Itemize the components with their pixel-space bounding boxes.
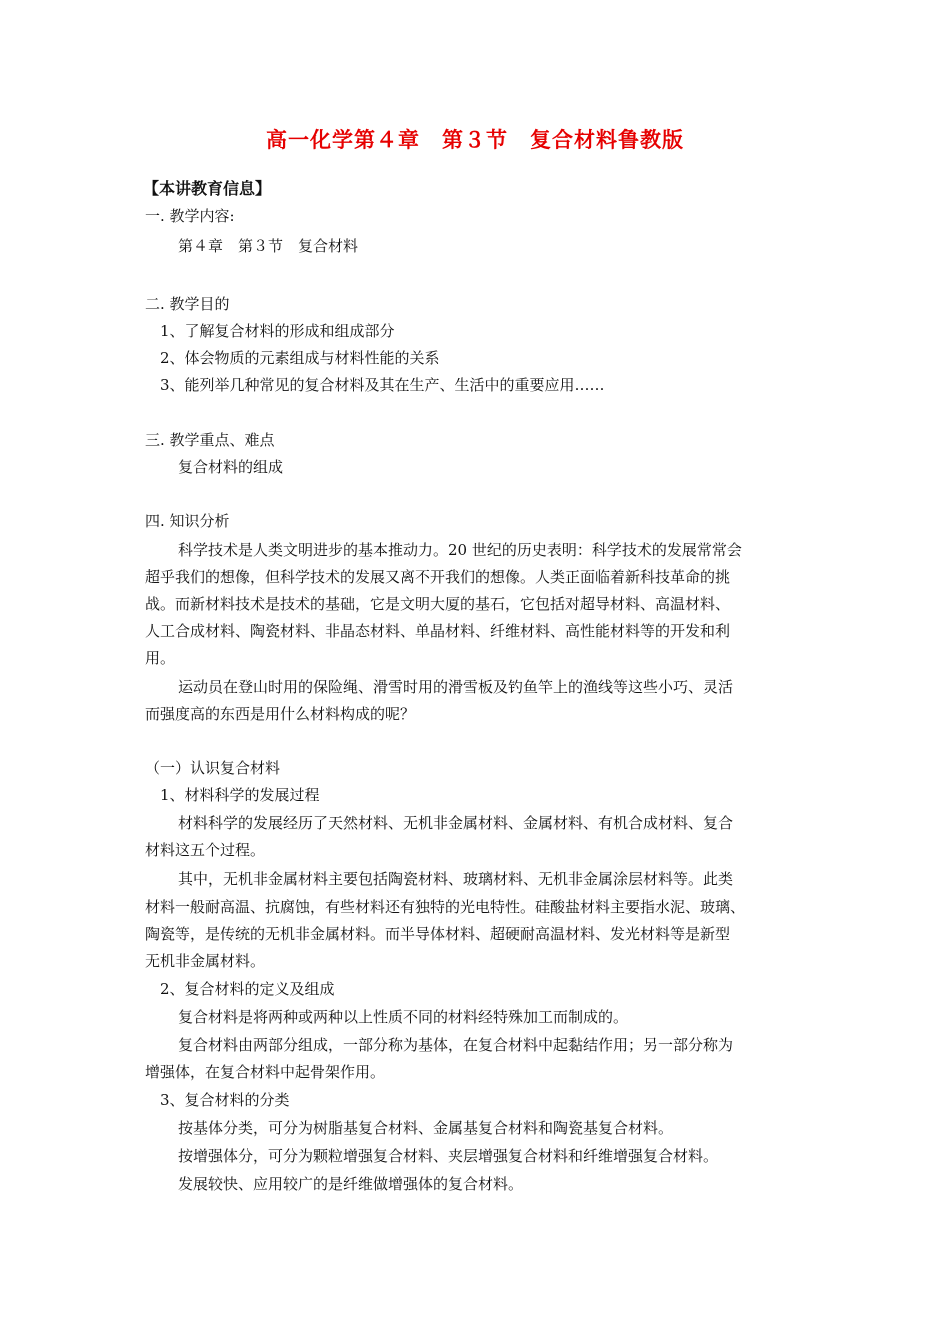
paragraph-line: 人工合成材料、陶瓷材料、非晶态材料、单晶材料、纤维材料、高性能材料等的开发和利 [145,622,731,640]
list-item: 2、体会物质的元素组成与材料性能的关系 [160,349,440,367]
paragraph-line: 无机非金属材料。 [145,952,266,970]
content-line: 第４章 第３节 复合材料 [178,237,359,255]
paragraph-line: 材料一般耐高温、抗腐蚀，有些材料还有独特的光电特性。硅酸盐材料主要指水泥、玻璃、 [145,898,746,916]
document-title: 高一化学第４章 第３节 复合材料鲁教版 [266,128,684,152]
paragraph-line: 按基体分类，可分为树脂基复合材料、金属基复合材料和陶瓷基复合材料。 [178,1119,674,1137]
section-heading: 四. 知识分析 [145,512,230,530]
info-header: 【本讲教育信息】 [143,179,272,198]
list-item: 3、能列举几种常见的复合材料及其在生产、生活中的重要应用…… [160,376,605,394]
section-heading: 一. 教学内容: [145,207,235,225]
paragraph-line: 复合材料是将两种或两种以上性质不同的材料经特殊加工而制成的。 [178,1008,629,1026]
content-line: 复合材料的组成 [178,458,284,476]
paragraph-line: 运动员在登山时用的保险绳、滑雪时用的滑雪板及钓鱼竿上的渔线等这些小巧、灵活 [178,678,734,696]
part-heading: （一）认识复合材料 [145,759,281,777]
paragraph-line: 材料科学的发展经历了天然材料、无机非金属材料、金属材料、有机合成材料、复合 [178,814,734,832]
subsection-title: 3、复合材料的分类 [160,1091,290,1109]
section-heading: 三. 教学重点、难点 [145,431,275,449]
list-item: 1、了解复合材料的形成和组成部分 [160,322,395,340]
subsection-title: 1、材料科学的发展过程 [160,786,320,804]
section-heading: 二. 教学目的 [145,295,230,313]
paragraph-line: 战。而新材料技术是技术的基础，它是文明大厦的基石，它包括对超导材料、高温材料、 [145,595,731,613]
paragraph-line: 而强度高的东西是用什么材料构成的呢？ [145,705,416,723]
paragraph-line: 发展较快、应用较广的是纤维做增强体的复合材料。 [178,1175,524,1193]
paragraph-line: 其中，无机非金属材料主要包括陶瓷材料、玻璃材料、无机非金属涂层材料等。此类 [178,870,734,888]
subsection-title: 2、复合材料的定义及组成 [160,980,335,998]
paragraph-line: 增强体，在复合材料中起骨架作用。 [145,1063,386,1081]
paragraph-line: 用。 [145,649,176,667]
paragraph-line: 材料这五个过程。 [145,841,266,859]
paragraph-line: 超乎我们的想像，但科学技术的发展又离不开我们的想像。人类正面临着新科技革命的挑 [145,568,731,586]
paragraph-line: 科学技术是人类文明进步的基本推动力。20 世纪的历史表明：科学技术的发展常常会 [178,541,742,559]
paragraph-line: 陶瓷等，是传统的无机非金属材料。而半导体材料、超硬耐高温材料、发光材料等是新型 [145,925,731,943]
paragraph-line: 按增强体分，可分为颗粒增强复合材料、夹层增强复合材料和纤维增强复合材料。 [178,1147,719,1165]
paragraph-line: 复合材料由两部分组成，一部分称为基体，在复合材料中起黏结作用；另一部分称为 [178,1036,734,1054]
